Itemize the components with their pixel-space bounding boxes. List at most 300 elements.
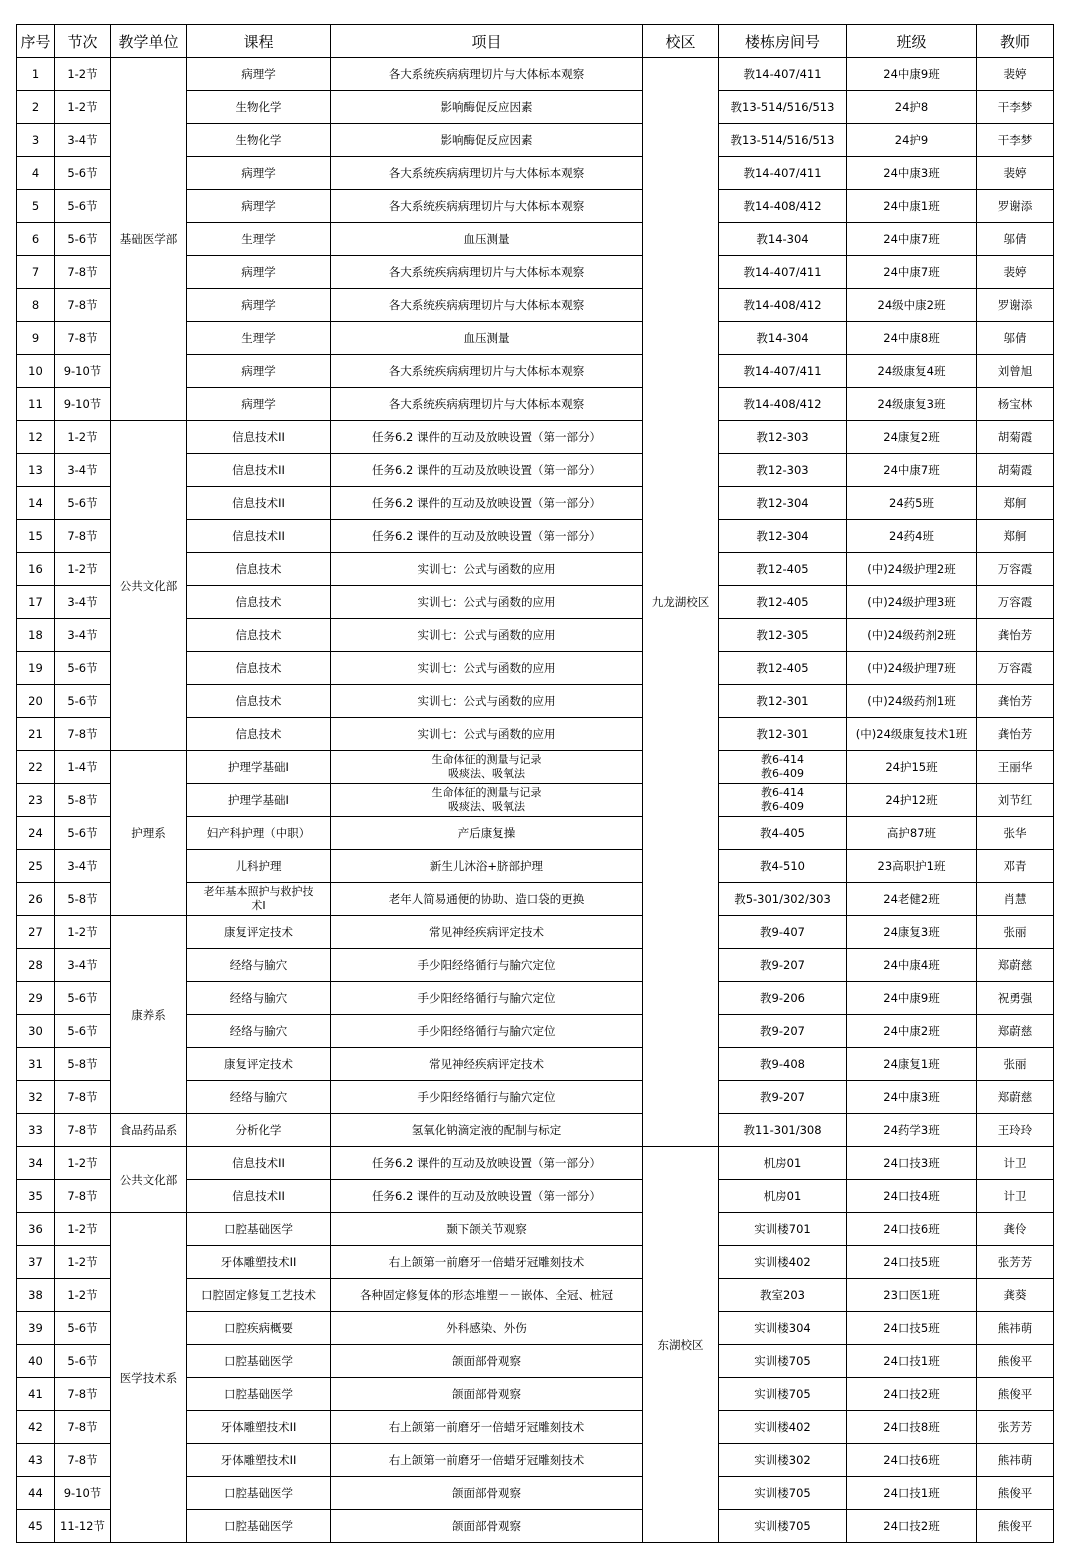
row-teacher: 王丽华	[977, 751, 1054, 784]
row-room: 教14-407/411	[719, 157, 847, 190]
row-room: 教9-207	[719, 1015, 847, 1048]
row-item: 血压测量	[331, 223, 643, 256]
row-room: 教12-405	[719, 652, 847, 685]
row-teacher: 裴婷	[977, 157, 1054, 190]
row-period: 7-8节	[55, 1180, 111, 1213]
row-course: 生物化学	[187, 124, 331, 157]
row-item: 右上颌第一前磨牙一倍蜡牙冠雕刻技术	[331, 1411, 643, 1444]
row-class: (中)24级药剂2班	[847, 619, 977, 652]
row-teacher: 熊俊平	[977, 1510, 1054, 1543]
row-period: 5-8节	[55, 883, 111, 916]
row-item: 右上颌第一前磨牙一倍蜡牙冠雕刻技术	[331, 1444, 643, 1477]
row-room: 教9-207	[719, 1081, 847, 1114]
row-course: 生理学	[187, 223, 331, 256]
row-teacher: 罗谢添	[977, 190, 1054, 223]
row-campus: 九龙湖校区	[643, 58, 719, 1147]
row-room: 教12-305	[719, 619, 847, 652]
row-item: 各大系统疾病病理切片与大体标本观察	[331, 388, 643, 421]
row-item: 任务6.2 课件的互动及放映设置（第一部分）	[331, 1147, 643, 1180]
row-course: 病理学	[187, 388, 331, 421]
row-item: 实训七：公式与函数的应用	[331, 652, 643, 685]
row-item	[331, 784, 643, 817]
row-class: 24中康9班	[847, 982, 977, 1015]
row-item: 颌面部骨观察	[331, 1378, 643, 1411]
row-teacher: 胡菊霞	[977, 454, 1054, 487]
row-class: 24口技1班	[847, 1345, 977, 1378]
row-course: 信息技术	[187, 652, 331, 685]
row-class: 24口技6班	[847, 1444, 977, 1477]
row-room: 教12-304	[719, 520, 847, 553]
row-room: 教室203	[719, 1279, 847, 1312]
row-item: 实训七：公式与函数的应用	[331, 553, 643, 586]
row-period: 5-6节	[55, 652, 111, 685]
row-number: 22	[17, 751, 55, 784]
row-period: 3-4节	[55, 586, 111, 619]
row-period: 1-2节	[55, 1279, 111, 1312]
header-teacher: 教师	[977, 25, 1054, 58]
table-row	[17, 751, 1054, 784]
row-teacher: 龚葵	[977, 1279, 1054, 1312]
row-class: (中)24级药剂1班	[847, 685, 977, 718]
row-class: 24口技6班	[847, 1213, 977, 1246]
row-course: 生物化学	[187, 91, 331, 124]
row-course: 信息技术II	[187, 520, 331, 553]
row-class: 24护9	[847, 124, 977, 157]
row-room: 机房01	[719, 1180, 847, 1213]
row-room: 机房01	[719, 1147, 847, 1180]
row-room: 教9-407	[719, 916, 847, 949]
row-period: 5-6节	[55, 1312, 111, 1345]
row-item: 手少阳经络循行与腧穴定位	[331, 1081, 643, 1114]
row-number: 17	[17, 586, 55, 619]
row-class: 24中康7班	[847, 223, 977, 256]
row-period: 1-2节	[55, 1213, 111, 1246]
row-course: 信息技术	[187, 553, 331, 586]
row-teacher: 计卫	[977, 1180, 1054, 1213]
row-class: (中)24级护理7班	[847, 652, 977, 685]
row-room: 教14-407/411	[719, 355, 847, 388]
row-course: 信息技术II	[187, 421, 331, 454]
row-class: 24口技4班	[847, 1180, 977, 1213]
row-number: 28	[17, 949, 55, 982]
row-course: 信息技术II	[187, 487, 331, 520]
row-number: 5	[17, 190, 55, 223]
row-room: 教9-408	[719, 1048, 847, 1081]
row-item: 颌面部骨观察	[331, 1510, 643, 1543]
row-number: 2	[17, 91, 55, 124]
row-class: 24级中康2班	[847, 289, 977, 322]
row-number: 26	[17, 883, 55, 916]
row-course: 病理学	[187, 157, 331, 190]
row-class: 24口技5班	[847, 1312, 977, 1345]
row-class: 24中康8班	[847, 322, 977, 355]
row-teacher: 邓青	[977, 850, 1054, 883]
row-number: 23	[17, 784, 55, 817]
row-number: 15	[17, 520, 55, 553]
row-class: 24药4班	[847, 520, 977, 553]
row-course: 病理学	[187, 289, 331, 322]
row-class: 24中康4班	[847, 949, 977, 982]
header-course: 课程	[187, 25, 331, 58]
row-course: 口腔基础医学	[187, 1345, 331, 1378]
row-number: 11	[17, 388, 55, 421]
row-number: 16	[17, 553, 55, 586]
header-row	[17, 25, 1054, 58]
row-course: 病理学	[187, 355, 331, 388]
row-course: 病理学	[187, 190, 331, 223]
row-class: 24中康1班	[847, 190, 977, 223]
row-period: 7-8节	[55, 1411, 111, 1444]
row-period: 7-8节	[55, 718, 111, 751]
row-course: 牙体雕塑技术II	[187, 1444, 331, 1477]
row-number: 31	[17, 1048, 55, 1081]
row-period: 5-6节	[55, 685, 111, 718]
row-teacher: 张芳芳	[977, 1411, 1054, 1444]
row-teacher: 熊俊平	[977, 1477, 1054, 1510]
row-class: 24口技8班	[847, 1411, 977, 1444]
row-teacher: 肖慧	[977, 883, 1054, 916]
row-class: 24药5班	[847, 487, 977, 520]
row-number: 44	[17, 1477, 55, 1510]
row-number: 30	[17, 1015, 55, 1048]
table-row	[17, 421, 1054, 454]
row-room	[719, 784, 847, 817]
row-room: 实训楼304	[719, 1312, 847, 1345]
row-number: 4	[17, 157, 55, 190]
row-course: 口腔疾病概要	[187, 1312, 331, 1345]
row-room-line2: 教6-409	[761, 800, 804, 813]
row-number: 35	[17, 1180, 55, 1213]
row-teaching-unit: 基础医学部	[111, 58, 187, 421]
row-course: 护理学基础I	[187, 751, 331, 784]
row-course: 经络与腧穴	[187, 1015, 331, 1048]
row-period: 9-10节	[55, 355, 111, 388]
row-course: 信息技术II	[187, 1180, 331, 1213]
row-teacher: 郑蔚慈	[977, 1015, 1054, 1048]
row-item: 各大系统疾病病理切片与大体标本观察	[331, 256, 643, 289]
row-number: 10	[17, 355, 55, 388]
row-class: 24老健2班	[847, 883, 977, 916]
row-room: 实训楼402	[719, 1246, 847, 1279]
row-course: 口腔基础医学	[187, 1213, 331, 1246]
row-period: 7-8节	[55, 1444, 111, 1477]
row-number: 25	[17, 850, 55, 883]
row-course-line1: 老年基本照护与救护技	[203, 885, 314, 898]
row-period: 1-2节	[55, 916, 111, 949]
row-class: 24护12班	[847, 784, 977, 817]
row-course: 康复评定技术	[187, 1048, 331, 1081]
row-teacher: 龚伶	[977, 1213, 1054, 1246]
row-course: 经络与腧穴	[187, 1081, 331, 1114]
row-number: 21	[17, 718, 55, 751]
row-room: 实训楼705	[719, 1378, 847, 1411]
row-teacher: 张丽	[977, 1048, 1054, 1081]
row-item: 实训七：公式与函数的应用	[331, 586, 643, 619]
header-class: 班级	[847, 25, 977, 58]
row-room: 教9-207	[719, 949, 847, 982]
row-period: 7-8节	[55, 322, 111, 355]
row-teacher: 万容霞	[977, 586, 1054, 619]
row-class: 高护87班	[847, 817, 977, 850]
row-class: 23高职护1班	[847, 850, 977, 883]
header-room: 楼栋房间号	[719, 25, 847, 58]
row-number: 8	[17, 289, 55, 322]
row-number: 42	[17, 1411, 55, 1444]
row-course: 病理学	[187, 58, 331, 91]
row-room: 教4-510	[719, 850, 847, 883]
row-number: 37	[17, 1246, 55, 1279]
row-room: 教11-301/308	[719, 1114, 847, 1147]
row-item: 各大系统疾病病理切片与大体标本观察	[331, 58, 643, 91]
row-course: 生理学	[187, 322, 331, 355]
row-period: 9-10节	[55, 388, 111, 421]
row-room: 教14-408/412	[719, 388, 847, 421]
row-course: 儿科护理	[187, 850, 331, 883]
row-course: 病理学	[187, 256, 331, 289]
row-room: 教14-407/411	[719, 256, 847, 289]
row-number: 19	[17, 652, 55, 685]
row-teaching-unit: 公共文化部	[111, 1147, 187, 1213]
row-item: 血压测量	[331, 322, 643, 355]
row-period: 1-2节	[55, 1246, 111, 1279]
row-teacher: 王玲玲	[977, 1114, 1054, 1147]
row-class: 24口技2班	[847, 1510, 977, 1543]
row-number: 20	[17, 685, 55, 718]
row-number: 39	[17, 1312, 55, 1345]
row-number: 34	[17, 1147, 55, 1180]
row-item: 任务6.2 课件的互动及放映设置（第一部分）	[331, 487, 643, 520]
row-teacher: 刘节红	[977, 784, 1054, 817]
row-class: 24中康7班	[847, 454, 977, 487]
row-teacher: 计卫	[977, 1147, 1054, 1180]
row-teacher: 龚怡芳	[977, 619, 1054, 652]
row-course: 分析化学	[187, 1114, 331, 1147]
row-room: 实训楼705	[719, 1345, 847, 1378]
row-period: 7-8节	[55, 1114, 111, 1147]
row-teacher: 杨宝林	[977, 388, 1054, 421]
row-item: 实训七：公式与函数的应用	[331, 685, 643, 718]
row-class: 24中康2班	[847, 1015, 977, 1048]
row-room: 教13-514/516/513	[719, 124, 847, 157]
row-teacher: 郑蔚慈	[977, 949, 1054, 982]
row-period: 3-4节	[55, 124, 111, 157]
row-item: 颞下颌关节观察	[331, 1213, 643, 1246]
row-teaching-unit: 公共文化部	[111, 421, 187, 751]
row-teacher: 胡菊霞	[977, 421, 1054, 454]
row-number: 43	[17, 1444, 55, 1477]
row-class: 24护15班	[847, 751, 977, 784]
row-room: 教12-304	[719, 487, 847, 520]
row-number: 41	[17, 1378, 55, 1411]
row-teacher: 祝勇强	[977, 982, 1054, 1015]
row-room: 教9-206	[719, 982, 847, 1015]
row-period: 5-6节	[55, 487, 111, 520]
row-item: 影响酶促反应因素	[331, 91, 643, 124]
row-period: 5-8节	[55, 784, 111, 817]
row-class: 24康复2班	[847, 421, 977, 454]
row-period: 1-2节	[55, 91, 111, 124]
row-teacher: 干李梦	[977, 91, 1054, 124]
row-item: 任务6.2 课件的互动及放映设置（第一部分）	[331, 1180, 643, 1213]
row-number: 6	[17, 223, 55, 256]
header-item: 项目	[331, 25, 643, 58]
row-item: 常见神经疾病评定技术	[331, 916, 643, 949]
table-row	[17, 58, 1054, 91]
row-item: 手少阳经络循行与腧穴定位	[331, 1015, 643, 1048]
row-period: 1-2节	[55, 553, 111, 586]
row-course	[187, 883, 331, 916]
row-item: 氢氧化钠滴定液的配制与标定	[331, 1114, 643, 1147]
row-item: 任务6.2 课件的互动及放映设置（第一部分）	[331, 421, 643, 454]
row-number: 40	[17, 1345, 55, 1378]
row-teaching-unit: 医学技术系	[111, 1213, 187, 1543]
row-period: 3-4节	[55, 949, 111, 982]
row-course: 口腔基础医学	[187, 1378, 331, 1411]
row-period: 7-8节	[55, 289, 111, 322]
row-course: 口腔基础医学	[187, 1477, 331, 1510]
row-item: 新生儿沐浴+脐部护理	[331, 850, 643, 883]
row-class: (中)24级护理3班	[847, 586, 977, 619]
row-item: 实训七：公式与函数的应用	[331, 718, 643, 751]
row-course: 牙体雕塑技术II	[187, 1411, 331, 1444]
row-period: 3-4节	[55, 619, 111, 652]
header-campus: 校区	[643, 25, 719, 58]
row-room: 教12-301	[719, 718, 847, 751]
row-room: 实训楼701	[719, 1213, 847, 1246]
row-teacher: 熊祎萌	[977, 1444, 1054, 1477]
row-number: 45	[17, 1510, 55, 1543]
row-room: 教12-405	[719, 553, 847, 586]
row-teacher: 万容霞	[977, 652, 1054, 685]
row-number: 13	[17, 454, 55, 487]
row-number: 27	[17, 916, 55, 949]
row-teacher: 张丽	[977, 916, 1054, 949]
row-class: 24护8	[847, 91, 977, 124]
table-row	[17, 1147, 1054, 1180]
row-period: 5-6节	[55, 817, 111, 850]
row-course: 经络与腧穴	[187, 949, 331, 982]
row-course: 护理学基础I	[187, 784, 331, 817]
row-course: 信息技术	[187, 586, 331, 619]
row-class: 24口技2班	[847, 1378, 977, 1411]
row-number: 38	[17, 1279, 55, 1312]
row-room: 实训楼705	[719, 1510, 847, 1543]
row-room: 实训楼402	[719, 1411, 847, 1444]
row-course: 经络与腧穴	[187, 982, 331, 1015]
table-row	[17, 1114, 1054, 1147]
row-number: 29	[17, 982, 55, 1015]
row-room: 教12-303	[719, 421, 847, 454]
row-course: 口腔固定修复工艺技术	[187, 1279, 331, 1312]
table-row	[17, 916, 1054, 949]
row-room: 实训楼302	[719, 1444, 847, 1477]
row-period: 1-2节	[55, 421, 111, 454]
row-teacher: 龚怡芳	[977, 685, 1054, 718]
row-number: 32	[17, 1081, 55, 1114]
row-course: 口腔基础医学	[187, 1510, 331, 1543]
row-room: 教14-304	[719, 322, 847, 355]
row-teacher: 郑蔚慈	[977, 1081, 1054, 1114]
row-course: 信息技术	[187, 718, 331, 751]
row-teaching-unit: 康养系	[111, 916, 187, 1114]
row-period: 3-4节	[55, 850, 111, 883]
row-period: 5-6节	[55, 190, 111, 223]
row-period: 5-6节	[55, 157, 111, 190]
row-teaching-unit: 护理系	[111, 751, 187, 916]
row-teacher: 罗谢添	[977, 289, 1054, 322]
row-course: 信息技术II	[187, 1147, 331, 1180]
row-class: 23口医1班	[847, 1279, 977, 1312]
row-class: 24级康复4班	[847, 355, 977, 388]
row-course: 信息技术	[187, 619, 331, 652]
row-item: 右上颌第一前磨牙一倍蜡牙冠雕刻技术	[331, 1246, 643, 1279]
row-course: 信息技术II	[187, 454, 331, 487]
row-room-line1: 教6-414	[761, 786, 804, 799]
row-period: 1-4节	[55, 751, 111, 784]
row-teacher: 刘曾旭	[977, 355, 1054, 388]
row-teacher: 邬倩	[977, 223, 1054, 256]
row-item: 任务6.2 课件的互动及放映设置（第一部分）	[331, 454, 643, 487]
row-period: 5-6节	[55, 982, 111, 1015]
header-no: 序号	[17, 25, 55, 58]
row-course-line2: 术I	[251, 899, 266, 912]
row-room: 实训楼705	[719, 1477, 847, 1510]
row-room: 教14-408/412	[719, 190, 847, 223]
row-item: 各大系统疾病病理切片与大体标本观察	[331, 190, 643, 223]
table-row	[17, 1213, 1054, 1246]
row-item: 各种固定修复体的形态堆塑－－嵌体、全冠、桩冠	[331, 1279, 643, 1312]
row-item: 各大系统疾病病理切片与大体标本观察	[331, 289, 643, 322]
row-room: 教12-301	[719, 685, 847, 718]
row-class: 24药学3班	[847, 1114, 977, 1147]
row-teacher: 郑舸	[977, 520, 1054, 553]
row-item: 常见神经疾病评定技术	[331, 1048, 643, 1081]
row-period: 5-8节	[55, 1048, 111, 1081]
row-number: 33	[17, 1114, 55, 1147]
row-teacher: 郑舸	[977, 487, 1054, 520]
row-teacher: 熊祎萌	[977, 1312, 1054, 1345]
row-number: 7	[17, 256, 55, 289]
row-teacher: 裴婷	[977, 58, 1054, 91]
row-item: 老年人简易通便的协助、造口袋的更换	[331, 883, 643, 916]
row-number: 24	[17, 817, 55, 850]
row-period: 7-8节	[55, 256, 111, 289]
row-item: 颌面部骨观察	[331, 1477, 643, 1510]
row-course: 信息技术	[187, 685, 331, 718]
row-room: 教12-405	[719, 586, 847, 619]
row-item-line2: 吸痰法、吸氧法	[448, 767, 525, 780]
row-period: 1-2节	[55, 58, 111, 91]
row-number: 9	[17, 322, 55, 355]
row-period: 9-10节	[55, 1477, 111, 1510]
row-teacher: 熊俊平	[977, 1378, 1054, 1411]
row-number: 3	[17, 124, 55, 157]
row-period: 1-2节	[55, 1147, 111, 1180]
row-item: 各大系统疾病病理切片与大体标本观察	[331, 157, 643, 190]
row-item: 各大系统疾病病理切片与大体标本观察	[331, 355, 643, 388]
row-number: 18	[17, 619, 55, 652]
row-room: 教12-303	[719, 454, 847, 487]
row-teacher: 龚怡芳	[977, 718, 1054, 751]
row-teacher: 张芳芳	[977, 1246, 1054, 1279]
row-teacher: 裴婷	[977, 256, 1054, 289]
row-room	[719, 751, 847, 784]
row-teacher: 熊俊平	[977, 1345, 1054, 1378]
row-course: 牙体雕塑技术II	[187, 1246, 331, 1279]
row-period: 5-6节	[55, 1015, 111, 1048]
row-period: 11-12节	[55, 1510, 111, 1543]
header-period: 节次	[55, 25, 111, 58]
